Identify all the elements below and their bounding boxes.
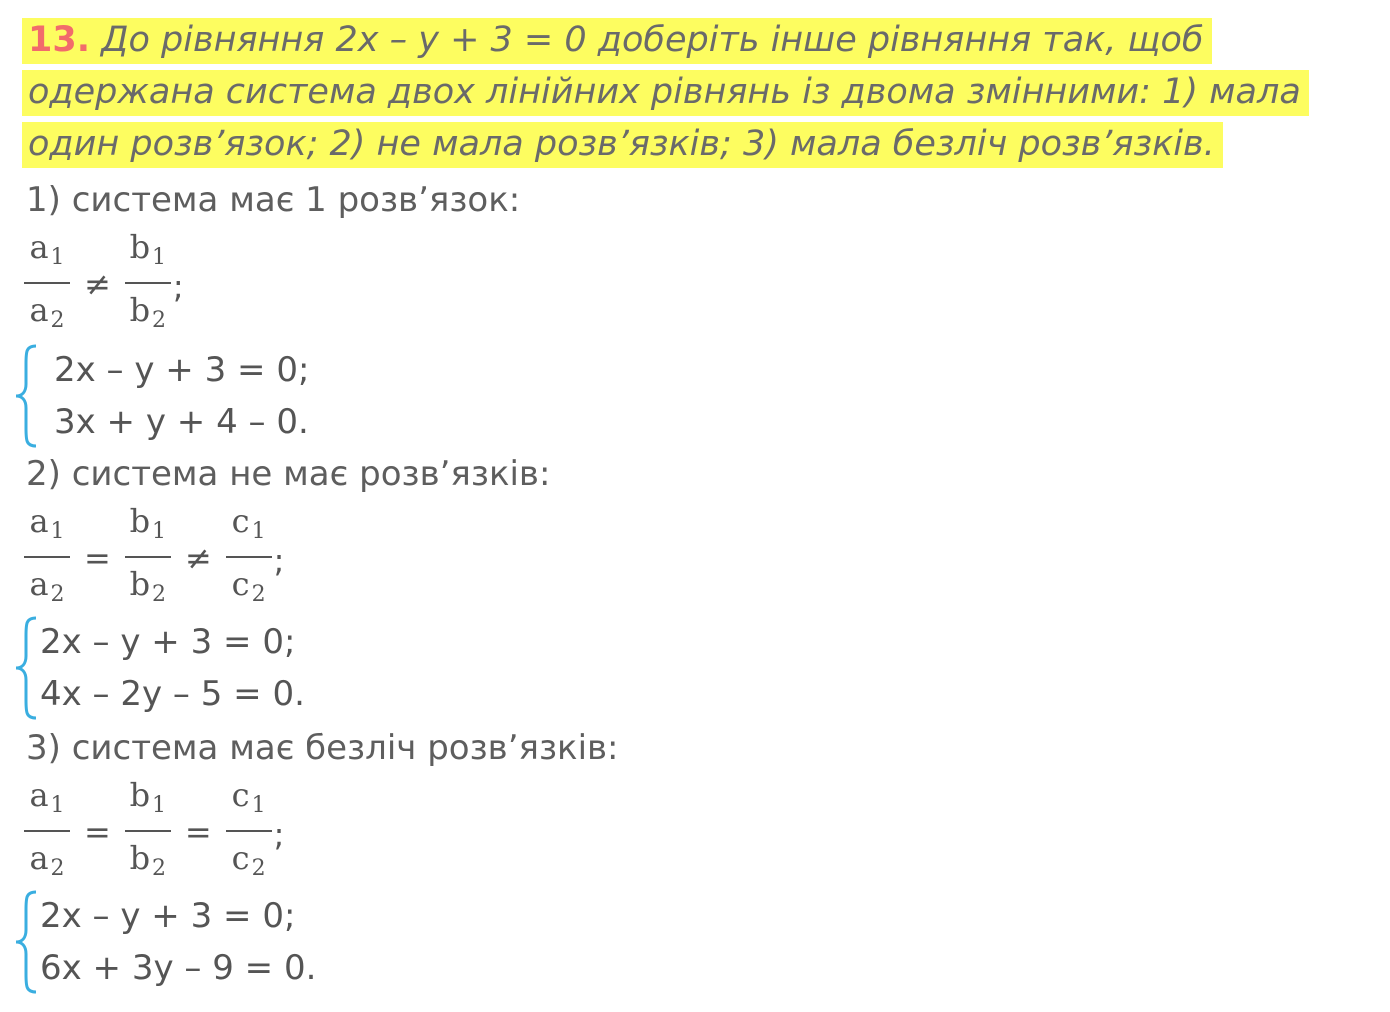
case-3-condition <box>24 776 285 881</box>
fraction-a: $\frac{a_1}{a_2}$ <box>24 777 70 887</box>
equation-1: 2x – y + 3 = 0; <box>54 350 310 390</box>
fraction-a: $\frac{a_1}{a_2}$ <box>24 229 70 339</box>
not-equal-sign: ≠ <box>84 265 111 303</box>
equal-sign: = <box>84 813 111 851</box>
equation-1: 2x – y + 3 = 0; <box>40 622 296 662</box>
fraction-b: $\frac{b_1}{b_2}$ <box>125 229 171 339</box>
equal-sign: = <box>84 539 111 577</box>
fraction-b: $\frac{b_1}{b_2}$ <box>125 503 171 613</box>
brace-icon <box>14 344 44 448</box>
fraction-a: $\frac{a_1}{a_2}$ <box>24 503 70 613</box>
equation-2: 4x – 2y – 5 = 0. <box>40 674 305 714</box>
case-3-heading: 3) система має безліч розв’язків: <box>26 728 619 768</box>
case-1-condition <box>24 228 184 333</box>
not-equal-sign: ≠ <box>184 539 212 577</box>
equal-sign-2: = <box>184 813 212 851</box>
equation-1: 2x – y + 3 = 0; <box>40 896 296 936</box>
case-1-heading: 1) система має 1 розв’язок: <box>26 180 521 220</box>
problem-number: 13. <box>28 20 91 60</box>
semicolon: ; <box>273 542 285 580</box>
fraction-c: $\frac{c_1}{c_2}$ <box>226 777 272 887</box>
equation-2: 6x + 3y – 9 = 0. <box>40 948 317 988</box>
fraction-c: $\frac{c_1}{c_2}$ <box>226 503 272 613</box>
semicolon: ; <box>172 268 184 306</box>
fraction-b: $\frac{b_1}{b_2}$ <box>125 777 171 887</box>
problem-statement <box>22 14 1382 170</box>
equation-2: 3x + y + 4 – 0. <box>54 402 309 442</box>
problem-highlight <box>22 18 1309 168</box>
semicolon: ; <box>273 816 285 854</box>
case-2-condition <box>24 502 285 607</box>
problem-text: До рівняння 2x – y + 3 = 0 доберіть інше рівняння так, щоб одержана система двох лінійних рівнянь із двома змінними: 1) мала один розв’язок; 2) не мала розв’язків; 3) мала безліч розв’язків. <box>28 20 1301 164</box>
case-2-heading: 2) система не має розв’язків: <box>26 454 551 494</box>
